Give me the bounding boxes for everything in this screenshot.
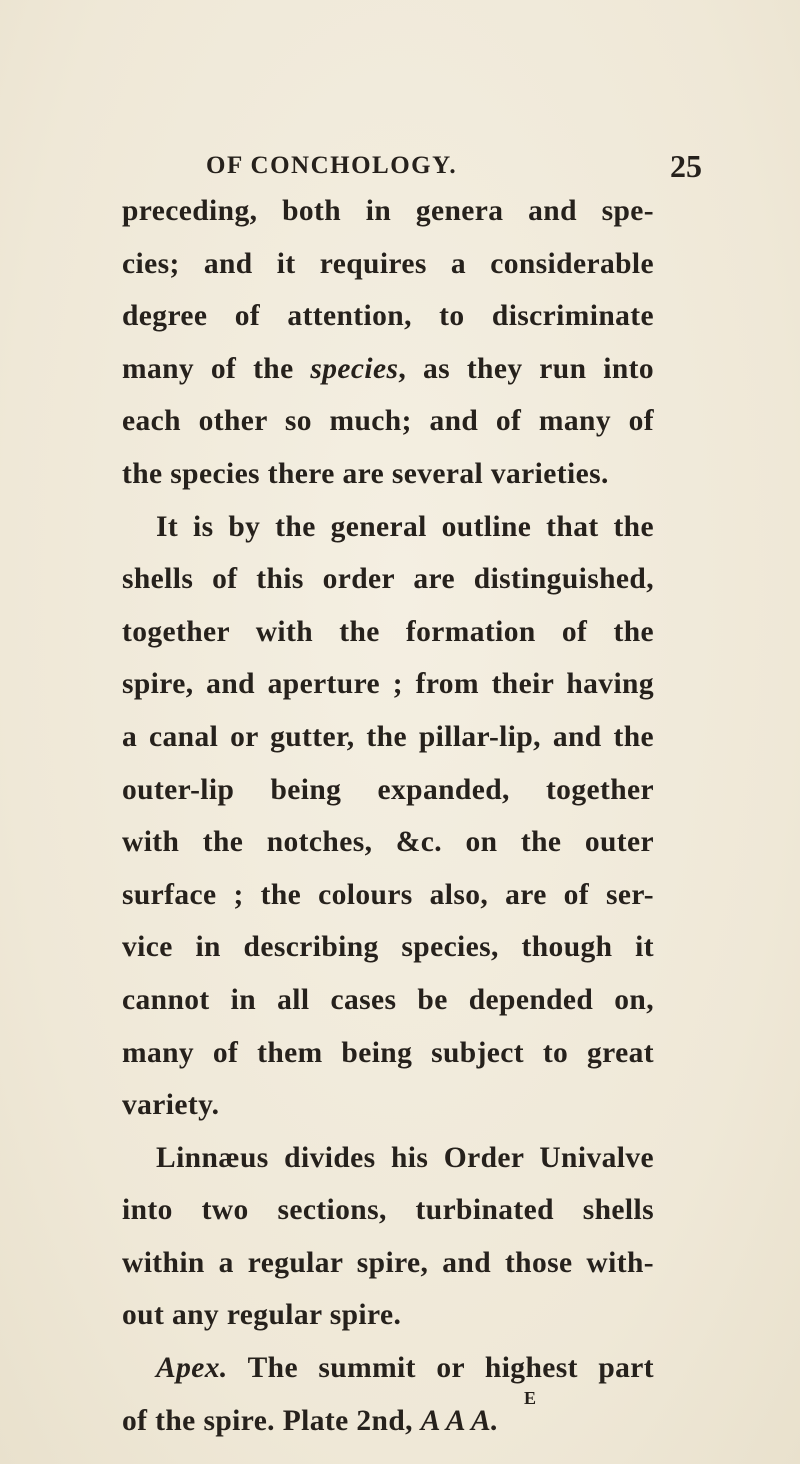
text-line: variety. — [122, 1089, 220, 1122]
text-run: , as they run into — [398, 352, 654, 385]
running-head-title: OF CONCHOLOGY. — [206, 152, 458, 179]
text-line: degree of attention, to discriminate — [122, 300, 654, 333]
text-line: together with the formation of the — [122, 615, 654, 648]
text-line — [122, 1395, 654, 1448]
text-line: cannot in all cases be depended on, — [122, 983, 654, 1016]
text-line: shells of this order are distinguished, — [122, 563, 654, 596]
text-line: with the notches, &c. on the outer — [122, 826, 654, 859]
text-line: out any regular spire. — [122, 1299, 402, 1332]
text-run: The summit or highest part — [227, 1352, 654, 1385]
body-text — [122, 185, 654, 1447]
text-line: a canal or gutter, the pillar-lip, and the — [122, 720, 654, 753]
text-line: preceding, both in genera and spe- — [122, 195, 654, 227]
text-line: the species there are several varieties. — [122, 457, 609, 490]
text-run: of the spire. Plate 2nd, — [122, 1404, 421, 1437]
italic-term-species: species — [310, 352, 399, 385]
text-line — [122, 1342, 654, 1395]
italic-term-apex: Apex. — [156, 1352, 228, 1385]
italic-plate-reference: A A A. — [420, 1404, 499, 1437]
text-run: many of the — [122, 352, 311, 385]
text-line — [122, 343, 654, 396]
text-line: Linnæus divides his Order Univalve — [156, 1141, 654, 1174]
text-line: It is by the general outline that the — [156, 510, 654, 543]
text-line: surface ; the colours also, are of ser- — [122, 878, 654, 911]
text-line: cies; and it requires a considerable — [122, 247, 654, 280]
text-line: within a regular spire, and those with- — [122, 1246, 654, 1279]
text-line: each other so much; and of many of — [122, 405, 654, 438]
text-line: outer-lip being expanded, together — [122, 773, 654, 806]
text-line: many of them being subject to great — [122, 1036, 654, 1069]
page-number: 25 — [670, 148, 702, 184]
text-line: into two sections, turbinated shells — [122, 1194, 654, 1227]
text-line: vice in describing species, though it — [122, 931, 654, 964]
signature-mark: E — [524, 1388, 538, 1408]
text-line: spire, and aperture ; from their having — [122, 668, 654, 701]
